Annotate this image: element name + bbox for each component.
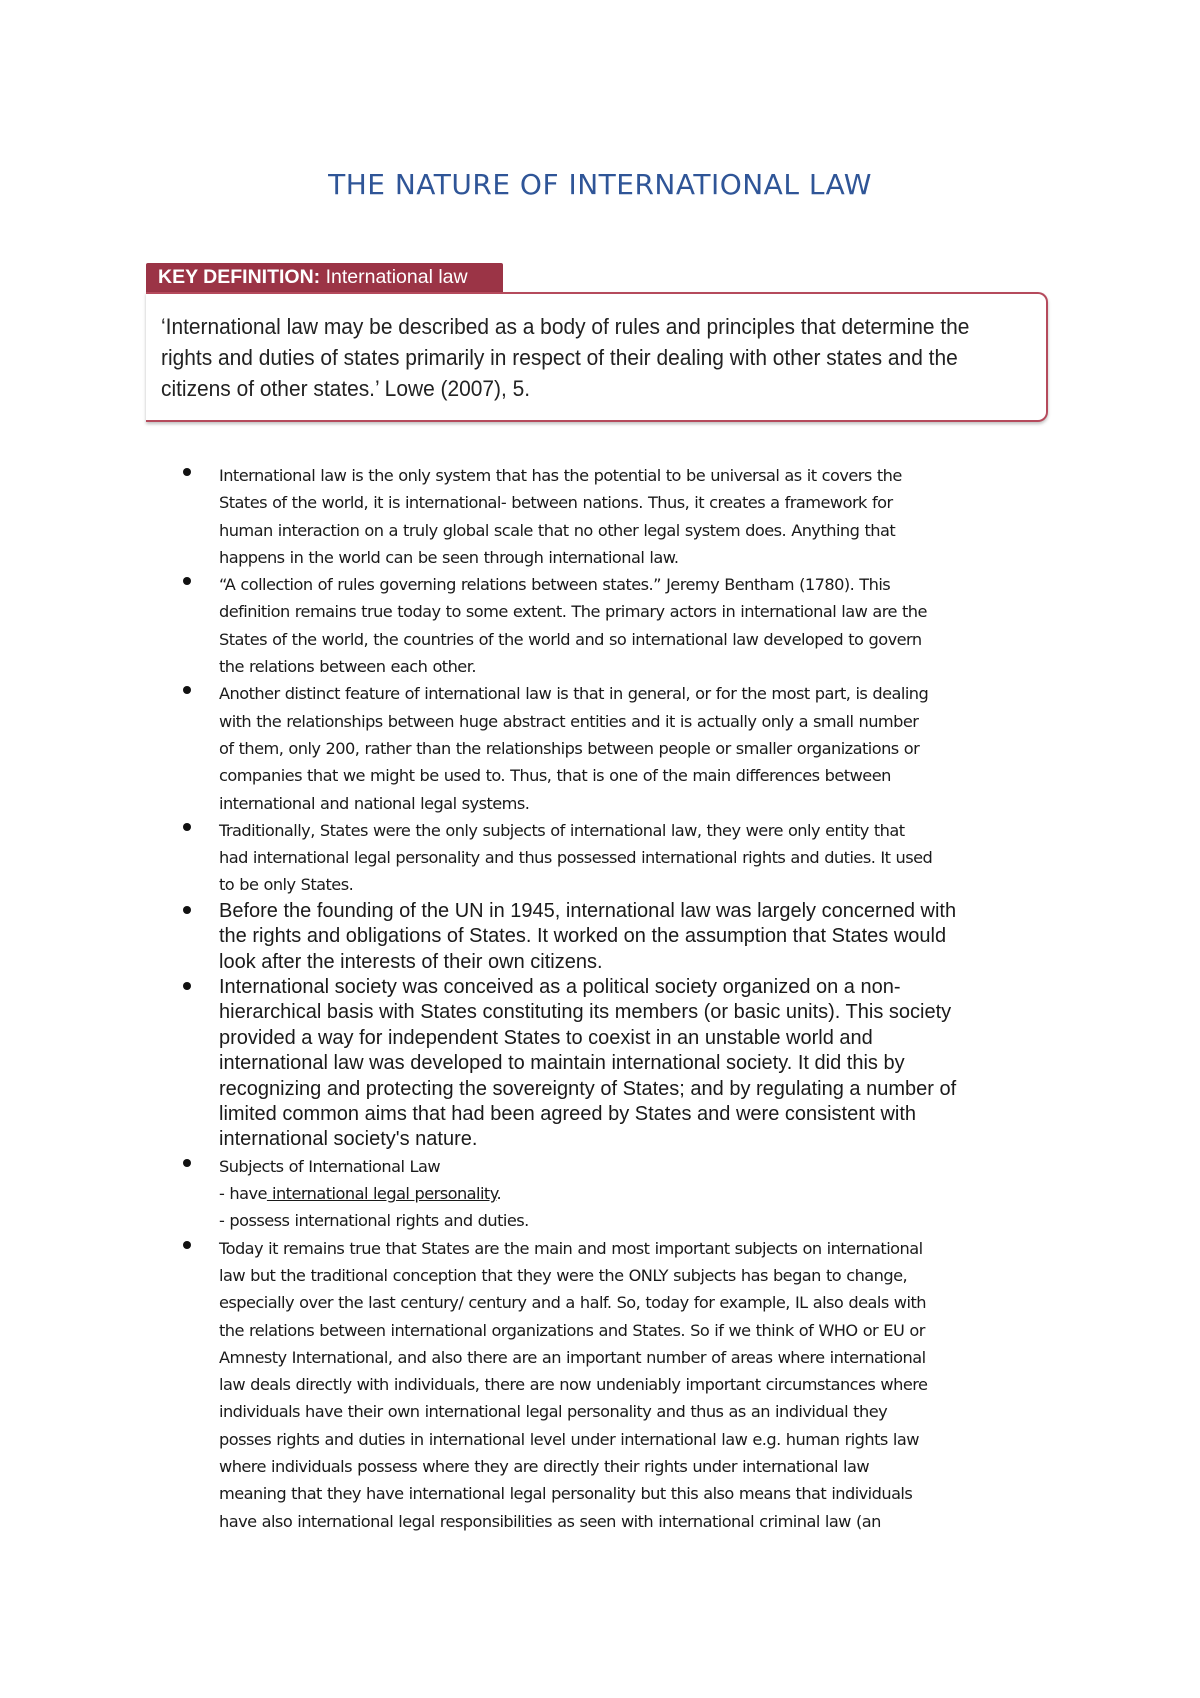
bullet-line: with the relationships between huge abstract entities and it is actually only a small number — [219, 711, 919, 731]
bullet-line: law but the traditional conception that they were the ONLY subjects has began to change, — [219, 1266, 908, 1285]
quote-line: ‘International law may be described as a body of rules and principles that determine the — [161, 314, 970, 339]
bullet-line: provided a way for independent States to coexist in an unstable world and — [219, 1026, 873, 1049]
bullet-line: Amnesty International, and also there are an important number of areas where international — [219, 1347, 926, 1367]
quote-line: rights and duties of states primarily in respect of their dealing with other states and the — [161, 345, 958, 370]
bullet-line: the rights and obligations of States. It worked on the assumption that States would — [219, 925, 947, 948]
bullet-line: hierarchical basis with States constituting its members (or basic units). This society — [219, 1001, 952, 1024]
bullet-line: Today it remains true that States are the main and most important subjects on international — [219, 1238, 923, 1258]
subjects-item-suffix: . — [496, 1184, 502, 1204]
key-definition-label-bold: KEY DEFINITION: — [158, 266, 321, 288]
bullet-line: “A collection of rules governing relations between states.” Jeremy Bentham (1780). This — [219, 575, 891, 595]
bullet-icon — [183, 906, 191, 914]
bullet-line: international law was developed to maintain international society. It did this by — [219, 1052, 905, 1075]
bullet-line: look after the interests of their own citizens. — [219, 950, 603, 973]
bullet-line: human interaction on a truly global scale that no other legal system does. Anything that — [219, 520, 896, 540]
subjects-item: - possess international rights and duties. — [219, 1211, 529, 1231]
bullet-line: especially over the last century/ century and a half. So, today for example, IL also deals with — [219, 1293, 926, 1313]
bullet-item — [0, 462, 1065, 571]
subjects-heading: Subjects of International Law — [219, 1156, 441, 1176]
bullet-line: Another distinct feature of international law is that in general, or for the most part, is dealing — [219, 684, 929, 704]
bullet-line: meaning that they have international legal personality but this also means that individuals — [219, 1484, 913, 1504]
bullet-line: have also international legal responsibilities as seen with international criminal law (an — [219, 1511, 881, 1531]
bullet-icon — [183, 823, 191, 831]
subjects-item-prefix: - have — [219, 1184, 267, 1204]
bullet-line: recognizing and protecting the sovereignty of States; and by regulating a number of — [219, 1077, 957, 1100]
bullet-line: international and national legal systems. — [219, 793, 530, 813]
bullet-line: where individuals possess where they are directly their rights under international law — [219, 1457, 870, 1477]
key-definition-quote — [161, 311, 979, 404]
bullet-item — [0, 899, 1065, 975]
bullet-item — [0, 680, 1065, 816]
bullet-line: law deals directly with individuals, there are now undeniably important circumstances where — [219, 1375, 928, 1395]
bullet-line: limited common aims that had been agreed by States and were consistent with — [219, 1103, 917, 1125]
bullet-icon — [183, 1241, 191, 1249]
bullet-item — [0, 817, 1065, 899]
bullet-line: States of the world, the countries of the world and so international law developed to govern — [219, 629, 922, 649]
bullet-item — [0, 571, 1065, 680]
bullet-line: to be only States. — [219, 875, 354, 895]
bullet-line: International law is the only system that has the potential to be universal as it covers the — [219, 466, 902, 485]
bullet-line: States of the world, it is international- between nations. Thus, it creates a framework for — [219, 493, 893, 513]
bullet-line: international society's nature. — [219, 1128, 478, 1151]
subjects-item-underlined: international legal personality — [266, 1184, 497, 1204]
document-title: THE NATURE OF INTERNATIONAL LAW — [328, 168, 872, 201]
bullet-line: definition remains true today to some extent. The primary actors in international law are the — [219, 602, 927, 622]
bullet-line: companies that we might be used to. Thus, that is one of the main differences between — [219, 766, 891, 786]
bullet-item — [0, 975, 1065, 1153]
bullet-item — [0, 1235, 1065, 1535]
bullet-line: Traditionally, States were the only subjects of international law, they were only entity that — [219, 820, 905, 840]
bullet-icon — [183, 577, 191, 585]
key-definition-label — [146, 263, 503, 292]
bullet-item — [0, 1153, 1065, 1235]
subjects-item — [219, 1180, 1065, 1207]
bullet-line: the relations between international organizations and States. So if we think of WHO or EU or — [219, 1320, 925, 1340]
bullet-line: individuals have their own international legal personality and thus as an individual they — [219, 1402, 888, 1422]
quote-line: citizens of other states.’ Lowe (2007), 5. — [161, 376, 531, 401]
key-definition-label-text: International law — [325, 266, 468, 288]
bullet-line: of them, only 200, rather than the relationships between people or smaller organizations or — [219, 738, 920, 758]
bullet-icon — [183, 982, 191, 990]
bullet-line: the relations between each other. — [219, 657, 476, 677]
bullet-line: posses rights and duties in international level under international law e.g. human rights law — [219, 1429, 919, 1449]
bullet-line: Before the founding of the UN in 1945, international law was largely concerned with — [219, 899, 957, 922]
bullet-line: had international legal personality and thus possessed international rights and duties. It used — [219, 848, 933, 868]
bullet-line: International society was conceived as a political society organized on a non- — [219, 975, 901, 998]
bullet-icon — [183, 686, 191, 694]
bullet-line: happens in the world can be seen through international law. — [219, 547, 679, 567]
bullet-icon — [183, 468, 191, 476]
bullet-icon — [183, 1159, 191, 1167]
bullet-list — [0, 462, 1200, 1535]
